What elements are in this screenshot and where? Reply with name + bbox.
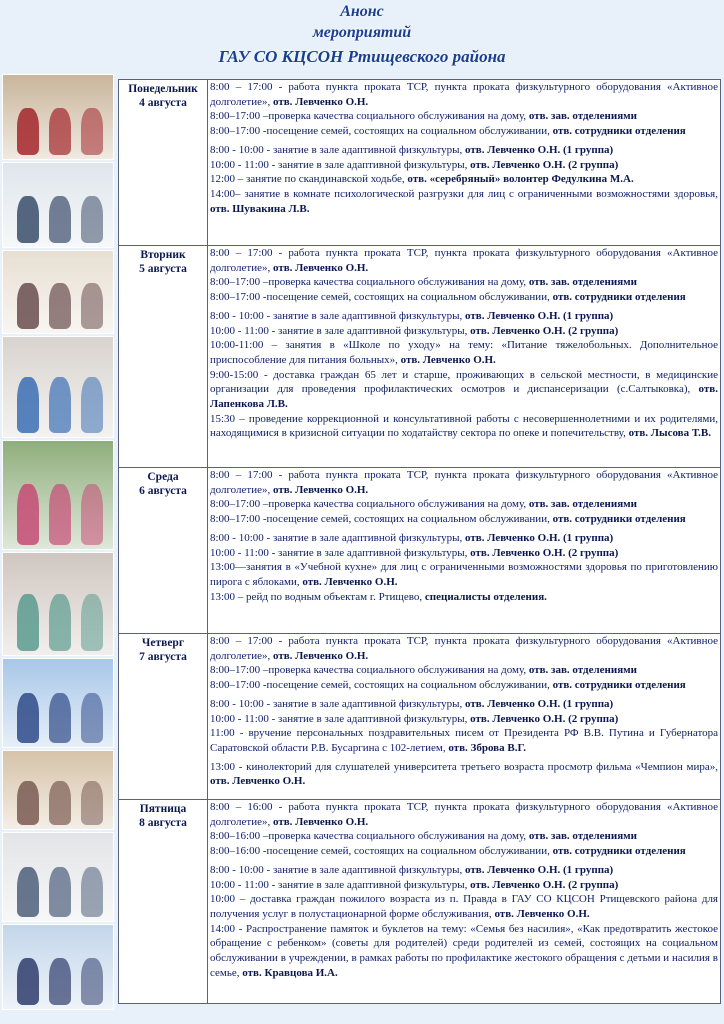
events-cell [208, 634, 721, 800]
event-text: 8:00–16:00 –проверка качества социального обслуживания на дому, [210, 830, 529, 843]
event-item [210, 726, 718, 755]
event-item [210, 109, 718, 124]
event-responsible: отв. сотрудники отделения [552, 125, 686, 138]
event-responsible: отв. Левченко О.Н. (1 группа) [465, 143, 614, 156]
event-text: 8:00 – 17:00 - работа пункта проката ТСР, пункта проката физкультурного оборудования «Активное долголетие», [210, 247, 718, 274]
schedule-row [119, 246, 721, 468]
event-responsible: отв. Левченко О.Н. (1 группа) [465, 863, 614, 876]
event-responsible: отв. Зброва В.Г. [448, 741, 526, 754]
photo-group-bus [2, 162, 114, 248]
person-figure [81, 781, 103, 825]
photo-walking-group [2, 250, 114, 334]
day-date: 5 августа [139, 263, 187, 275]
event-responsible: отв. Левченко О.Н. (2 группа) [470, 324, 619, 337]
person-figure [81, 958, 103, 1005]
event-item [210, 158, 718, 173]
event-responsible: отв. Лапенкова Л.В. [210, 383, 718, 411]
event-text: 10:00 - 11:00 - занятие в зале адаптивной физкультуры, [210, 158, 471, 171]
photo-massage-chair [2, 552, 114, 656]
event-item [210, 892, 718, 921]
event-text: 14:00– занятие в комнате психологической разгрузки для лиц с ограниченными возможностями здоровья, [210, 187, 718, 200]
events-cell [208, 468, 721, 634]
event-text: 10:00 - 11:00 - занятие в зале адаптивной физкультуры, [210, 324, 471, 337]
person-figure [81, 377, 103, 433]
person-figure [49, 108, 71, 155]
photo-elderly-woman [2, 750, 114, 830]
event-responsible: отв. зав. отделениями [528, 276, 637, 289]
event-item [210, 760, 718, 789]
event-item [210, 844, 718, 859]
event-responsible: отв. сотрудники отделения [552, 679, 686, 692]
schedule-row [119, 800, 721, 1004]
event-text: 8:00–17:00 –проверка качества социального обслуживания на дому, [210, 498, 529, 511]
person-figure [49, 867, 71, 917]
event-text: 8:00 – 17:00 - работа пункта проката ТСР, пункта проката физкультурного оборудования «Активное долголетие», [210, 635, 718, 662]
event-text: 8:00–17:00 –проверка качества социального обслуживания на дому, [210, 110, 529, 123]
event-responsible: отв. сотрудники отделения [552, 291, 686, 304]
event-item [210, 678, 718, 693]
event-text: 13:00—занятия в «Учебной кухне» для лиц с ограниченными возможностями здоровья по приготовлению пирога с яблоками, [210, 561, 718, 588]
header-title-line1: Анонс [340, 3, 384, 20]
event-item [210, 172, 718, 187]
person-figure [17, 781, 39, 825]
person-figure [17, 196, 39, 243]
event-item [210, 922, 718, 981]
event-responsible: отв. зав. отделениями [528, 830, 637, 843]
event-item [210, 546, 718, 561]
person-figure [49, 693, 71, 743]
person-figure [17, 693, 39, 743]
day-cell [119, 80, 208, 246]
event-item [210, 800, 718, 829]
photo-tablet-session [2, 832, 114, 922]
event-item [210, 697, 718, 712]
event-item [210, 338, 718, 367]
photo-computer-class [2, 924, 114, 1010]
person-figure [81, 594, 103, 651]
event-responsible: отв. Левченко О.Н. (2 группа) [470, 546, 619, 559]
person-figure [17, 283, 39, 329]
day-cell [119, 468, 208, 634]
event-text: 8:00 – 17:00 - работа пункта проката ТСР, пункта проката физкультурного оборудования «Активное долголетие», [210, 469, 718, 496]
day-cell [119, 246, 208, 468]
event-responsible: отв. сотрудники отделения [552, 845, 686, 858]
day-cell [119, 800, 208, 1004]
event-text: 9:00-15:00 - доставка граждан 65 лет и старше, проживающих в сельской местности, в медицинские организации для проведения профилактических осмотров и диспансеризации (с.Салтыковка), [210, 368, 718, 396]
header-title-line2: мероприятий [312, 24, 412, 41]
person-figure [49, 958, 71, 1005]
event-text: 8:00 - 10:00 - занятие в зале адаптивной физкультуры, [210, 697, 466, 710]
person-figure [49, 484, 71, 545]
event-item [210, 412, 718, 441]
event-responsible: отв. Левченко О.Н. [272, 815, 369, 828]
event-responsible: отв. Левченко О.Н. [272, 261, 369, 274]
page-header [0, 0, 724, 74]
event-item [210, 468, 718, 497]
person-figure [81, 484, 103, 545]
event-item [210, 309, 718, 324]
event-responsible: отв. Левченко О.Н. (2 группа) [470, 158, 619, 171]
event-responsible: отв. Левченко О.Н. (1 группа) [465, 697, 614, 710]
event-text: 8:00–17:00 -посещение семей, состоящих на социальном обслуживании, [210, 513, 553, 526]
event-text: 8:00 - 10:00 - занятие в зале адаптивной физкультуры, [210, 863, 466, 876]
event-item [210, 829, 718, 844]
event-item [210, 324, 718, 339]
event-responsible: отв. Лысова Т.В. [628, 427, 711, 440]
event-item [210, 368, 718, 412]
day-name: Пятница [139, 803, 187, 815]
event-item [210, 124, 718, 139]
event-responsible: отв. Левченко О.Н. [272, 483, 369, 496]
day-name: Понедельник [128, 83, 198, 95]
event-text: 8:00 - 10:00 - занятие в зале адаптивной физкультуры, [210, 531, 466, 544]
event-item [210, 512, 718, 527]
event-text: 10:00 – доставка граждан пожилого возраста из п. Правда в ГАУ СО КЦСОН Ртищевского района для получения услуг в полустационарной форме обслуживания, [210, 893, 718, 920]
schedule-row [119, 80, 721, 246]
event-item [210, 290, 718, 305]
event-text: 8:00–17:00 -посещение семей, состоящих на социальном обслуживании, [210, 679, 553, 692]
event-text: 8:00 – 17:00 - работа пункта проката ТСР, пункта проката физкультурного оборудования «Активное долголетие», [210, 81, 718, 108]
event-text: 10:00 - 11:00 - занятие в зале адаптивной физкультуры, [210, 878, 471, 891]
person-figure [81, 283, 103, 329]
event-responsible: отв. Левченко О.Н. [210, 775, 306, 788]
person-figure [17, 484, 39, 545]
person-figure [49, 781, 71, 825]
person-figure [81, 108, 103, 155]
event-responsible: отв. зав. отделениями [528, 664, 637, 677]
event-item [210, 187, 718, 216]
person-figure [17, 867, 39, 917]
event-responsible: отв. Левченко О.Н. (2 группа) [470, 712, 619, 725]
event-text: 8:00 - 10:00 - занятие в зале адаптивной физкультуры, [210, 309, 466, 322]
event-item [210, 560, 718, 589]
event-responsible: отв. Кравцова И.А. [242, 966, 338, 979]
photo-drawing-class [2, 440, 114, 550]
person-figure [17, 108, 39, 155]
event-text: 14:00 - Распространение памяток и буклетов на тему: «Семья без насилия», «Как предотвратить жестокое обращение с ребенком» (советы для родителей) среди родителей из семей, состоящих на социальном обслуживании в учреждении, в рамках работы по профилактике жестокого обращения с детьми и насилия в семье, [210, 922, 718, 979]
header-title-line3: ГАУ СО КЦСОН Ртищевского района [218, 47, 506, 66]
day-name: Четверг [141, 637, 185, 649]
person-figure [17, 594, 39, 651]
event-responsible: отв. «серебряный» волонтер Федулкина М.А. [407, 173, 634, 186]
photo-collage [2, 74, 114, 1010]
event-item [210, 143, 718, 158]
event-responsible: отв. Левченко О.Н. [272, 649, 369, 662]
event-text: 10:00-11:00 – занятия в «Школе по уходу» на тему: «Питание тяжелобольных. Дополнительное приспособление для питания больных», [210, 339, 718, 366]
person-figure [49, 377, 71, 433]
event-item [210, 590, 718, 605]
event-item [210, 634, 718, 663]
schedule-table [118, 79, 721, 1004]
event-text: 11:00 - вручение персональных поздравительных писем от Президента РФ В.В. Путина и Губернатора Саратовской области Р.В. Бусаргина с 102-летием, [210, 727, 718, 754]
event-text: 12:00 – занятие по скандинавской ходьбе, [210, 173, 408, 186]
event-text: 13:00 – рейд по водным объектам г. Ртищево, [210, 590, 425, 603]
person-figure [81, 867, 103, 917]
event-text: 10:00 - 11:00 - занятие в зале адаптивной физкультуры, [210, 712, 471, 725]
schedule-row [119, 634, 721, 800]
event-text: 8:00 - 10:00 - занятие в зале адаптивной физкультуры, [210, 143, 466, 156]
events-cell [208, 80, 721, 246]
day-cell [119, 634, 208, 800]
event-responsible: отв. Левченко О.Н. [400, 353, 496, 366]
schedule-row [119, 468, 721, 634]
day-name: Среда [147, 471, 179, 483]
person-figure [49, 594, 71, 651]
event-responsible: отв. Левченко О.Н. [302, 575, 398, 588]
event-responsible: отв. Левченко О.Н. (2 группа) [470, 878, 619, 891]
event-text: 13:00 - кинолекторий для слушателей университета третьего возраста просмотр фильма «Чемпион мира», [210, 760, 718, 773]
event-text: 8:00 – 16:00 - работа пункта проката ТСР, пункта проката физкультурного оборудования «Активное долголетие», [210, 801, 718, 828]
event-item [210, 497, 718, 512]
event-item [210, 275, 718, 290]
events-cell [208, 800, 721, 1004]
event-item [210, 878, 718, 893]
person-figure [81, 693, 103, 743]
event-item [210, 531, 718, 546]
day-date: 8 августа [139, 817, 187, 829]
event-text: 8:00–17:00 -посещение семей, состоящих на социальном обслуживании, [210, 125, 553, 138]
event-item [210, 863, 718, 878]
event-responsible: специалисты отделения. [424, 590, 547, 603]
person-figure [49, 283, 71, 329]
event-responsible: отв. Шувакина Л.В. [210, 202, 310, 215]
event-text: 15:30 – проведение коррекционной и консультативной работы с несовершеннолетними и их родителями, находящимися в кризисной ситуации по ходатайству сектора по опеке и попечительству, [210, 412, 718, 440]
person-figure [17, 377, 39, 433]
day-name: Вторник [140, 249, 186, 261]
day-date: 4 августа [139, 97, 187, 109]
event-text: 10:00 - 11:00 - занятие в зале адаптивной физкультуры, [210, 546, 471, 559]
event-item [210, 80, 718, 109]
event-text: 8:00–17:00 -посещение семей, состоящих на социальном обслуживании, [210, 291, 553, 304]
event-text: 8:00–16:00 -посещение семей, состоящих на социальном обслуживании, [210, 845, 553, 858]
person-figure [17, 958, 39, 1005]
event-responsible: отв. Левченко О.Н. (1 группа) [465, 531, 614, 544]
event-responsible: отв. сотрудники отделения [552, 513, 686, 526]
event-responsible: отв. Левченко О.Н. [272, 95, 369, 108]
events-cell [208, 246, 721, 468]
person-figure [49, 196, 71, 243]
event-item [210, 663, 718, 678]
event-text: 8:00–17:00 –проверка качества социального обслуживания на дому, [210, 664, 529, 677]
event-item [210, 246, 718, 275]
person-figure [81, 196, 103, 243]
event-responsible: отв. зав. отделениями [528, 498, 637, 511]
event-responsible: отв. Левченко О.Н. (1 группа) [465, 309, 614, 322]
day-date: 7 августа [139, 651, 187, 663]
photo-kitchen-class [2, 74, 114, 160]
event-item [210, 712, 718, 727]
photo-nordic-walking [2, 658, 114, 748]
event-text: 8:00–17:00 –проверка качества социального обслуживания на дому, [210, 276, 529, 289]
photo-gym-equipment [2, 336, 114, 438]
day-date: 6 августа [139, 485, 187, 497]
event-responsible: отв. зав. отделениями [528, 110, 637, 123]
event-responsible: отв. Левченко О.Н. [494, 907, 590, 920]
